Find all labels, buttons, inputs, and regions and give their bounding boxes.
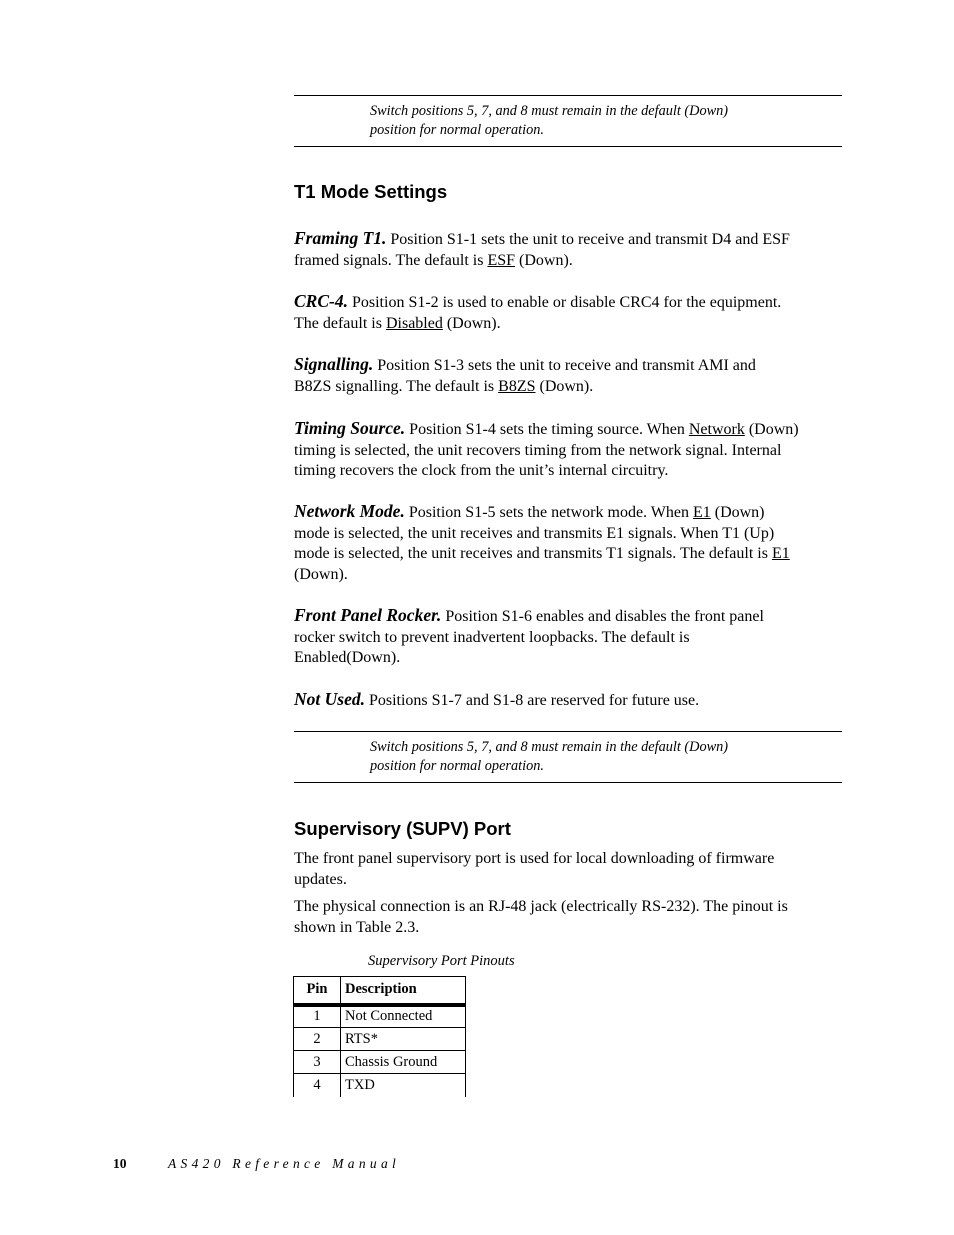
section-heading-t1: T1 Mode Settings [294, 181, 448, 202]
description-cell: TXD [341, 1074, 466, 1097]
paragraph-front-panel-rocker [294, 605, 842, 669]
default-value: ESF [487, 251, 516, 269]
paragraph-text: (Down). [515, 251, 573, 269]
paragraph-text: framed signals. The default is [294, 251, 488, 269]
pin-cell: 3 [294, 1051, 341, 1074]
paragraph-timing-source [294, 418, 842, 482]
section-heading-supv: Supervisory (SUPV) Port [294, 818, 511, 839]
column-header-pin: Pin [294, 977, 341, 1005]
table-row [294, 1051, 466, 1074]
paragraph-text: Enabled(Down). [294, 649, 401, 666]
paragraph-text: shown in Table 2.3. [294, 918, 420, 936]
paragraph-lead: Front Panel Rocker. [294, 605, 442, 625]
table-caption: Supervisory Port Pinouts [368, 953, 515, 969]
note-text [370, 102, 842, 140]
table-header-row [294, 977, 466, 1005]
paragraph-text: Position S1-4 sets the timing source. When [405, 421, 689, 438]
default-value: Disabled [385, 314, 443, 332]
paragraph-text: timing recovers the clock from the unit’s internal circuitry. [294, 462, 669, 479]
table-row [294, 1005, 466, 1028]
paragraph-text: (Down). [294, 565, 348, 583]
paragraph-signalling [294, 354, 842, 397]
paragraph-text: The default is [294, 314, 386, 332]
pin-cell: 1 [294, 1005, 341, 1028]
default-value: B8ZS [498, 377, 536, 395]
paragraph-supv-connection [294, 897, 842, 938]
paragraph-framing [294, 228, 842, 271]
paragraph-text: Position S1-1 sets the unit to receive and transmit D4 and ESF [386, 231, 790, 248]
paragraph-lead: Timing Source. [294, 418, 406, 438]
paragraph-text: mode is selected, the unit receives and transmits E1 signals. When T1 (Up) [294, 524, 775, 542]
column-header-description: Description [341, 977, 466, 1005]
table-row [294, 1028, 466, 1051]
paragraph-lead: CRC-4. [294, 291, 348, 311]
paragraph-network-mode [294, 501, 842, 585]
pinout-table [293, 976, 466, 1097]
paragraph-lead: Network Mode. [294, 501, 405, 521]
default-value: Network [688, 421, 745, 438]
paragraph-crc4 [294, 291, 842, 334]
table-row [294, 1074, 466, 1097]
note-text [370, 738, 842, 776]
note-line: Switch positions 5, 7, and 8 must remain in the default (Down) [370, 103, 729, 119]
note-line: position for normal operation. [370, 758, 544, 774]
paragraph-lead: Signalling. [294, 354, 374, 374]
paragraph-text: Position S1-2 is used to enable or disable CRC4 for the equipment. [347, 294, 782, 311]
paragraph-text: The physical connection is an RJ-48 jack (electrically RS-232). The pinout is [294, 898, 788, 915]
default-value: E1 [692, 504, 711, 521]
paragraph-supv-intro [294, 849, 842, 890]
paragraph-text: (Down). [442, 314, 501, 332]
pin-cell: 4 [294, 1074, 341, 1097]
paragraph-text: Position S1-3 sets the unit to receive and transmit AMI and [373, 357, 756, 374]
paragraph-text: rocker switch to prevent inadvertent loopbacks. The default is [294, 628, 690, 646]
note-box-middle [294, 731, 842, 783]
paragraph-text: The front panel supervisory port is used for local downloading of firmware [294, 850, 775, 867]
paragraph-text: Position S1-5 sets the network mode. When [404, 504, 693, 521]
description-cell: RTS* [341, 1028, 466, 1051]
note-box-top [294, 95, 842, 147]
paragraph-text: (Down) [744, 421, 799, 438]
paragraph-text: (Down) [710, 504, 765, 521]
page-number: 10 [113, 1156, 127, 1171]
paragraph-text: B8ZS signalling. The default is [294, 377, 499, 395]
pin-cell: 2 [294, 1028, 341, 1051]
paragraph-text: timing is selected, the unit recovers timing from the network signal. Internal [294, 441, 782, 459]
paragraph-lead: Framing T1. [294, 228, 387, 248]
paragraph-lead: Not Used. [294, 689, 365, 709]
default-value: E1 [771, 545, 790, 562]
description-cell: Chassis Ground [341, 1051, 466, 1074]
paragraph-text: Positions S1-7 and S1-8 are reserved for future use. [364, 692, 700, 709]
paragraph-text: mode is selected, the unit receives and transmits T1 signals. The default is [294, 545, 772, 562]
paragraph-text: (Down). [535, 377, 594, 395]
paragraph-not-used [294, 689, 842, 712]
description-cell: Not Connected [341, 1005, 466, 1028]
note-line: Switch positions 5, 7, and 8 must remain in the default (Down) [370, 739, 729, 755]
paragraph-text: updates. [294, 870, 347, 888]
manual-title: AS420 Reference Manual [168, 1156, 401, 1171]
note-line: position for normal operation. [370, 122, 544, 138]
paragraph-text: Position S1-6 enables and disables the front panel [441, 608, 764, 625]
